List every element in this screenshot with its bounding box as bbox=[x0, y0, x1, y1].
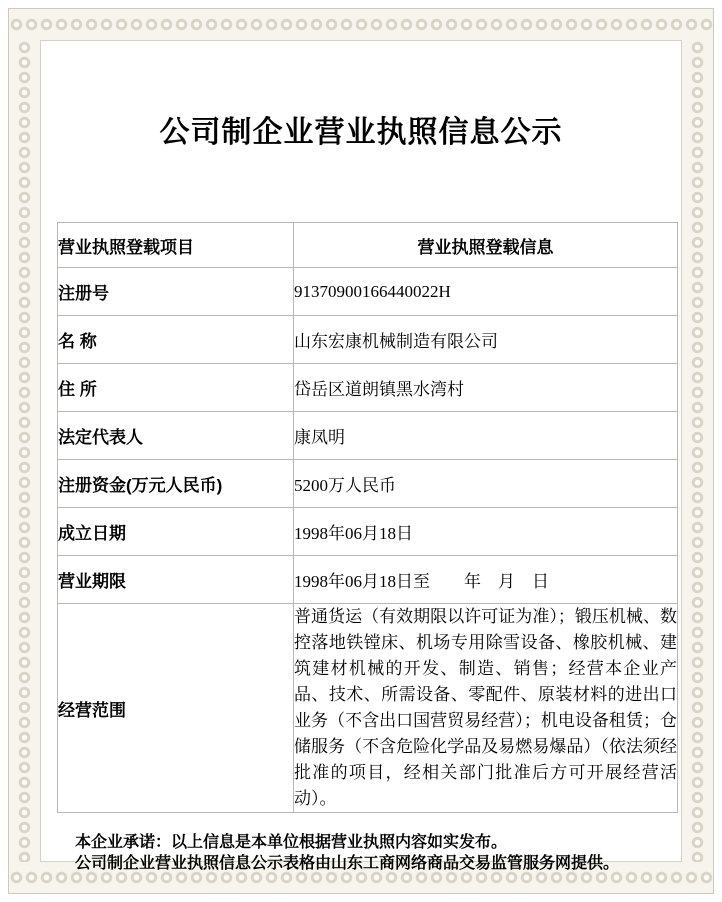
row-label: 营业期限 bbox=[58, 556, 294, 604]
ornament-border-top bbox=[9, 9, 713, 40]
table-row-legal-representative bbox=[58, 412, 678, 460]
row-value: 岱岳区道朗镇黑水湾村 bbox=[294, 364, 678, 412]
license-info-table bbox=[57, 222, 678, 813]
row-value: 1998年06月18日至 年 月 日 bbox=[294, 556, 678, 604]
table-row-business-scope bbox=[58, 604, 678, 813]
row-value: 普通货运（有效期限以许可证为准）；锻压机械、数控落地铁镗床、机场专用除雪设备、橡胶机械、建筑建材机械的开发、制造、销售；经营本企业产品、技术、所需设备、零配件、原装材料的进出口业务（不含出口国营贸易经营）；机电设备租赁；仓储服务（不含危险化学品及易燃易爆品）（依法须经批准的项目，经相关部门批准后方可开展经营活动）。 bbox=[294, 604, 678, 813]
page-title: 公司制企业营业执照信息公示 bbox=[159, 116, 563, 149]
table-row-registration-number bbox=[58, 268, 678, 316]
table-row-address bbox=[58, 364, 678, 412]
ornament-border-right bbox=[682, 40, 713, 862]
row-label: 法定代表人 bbox=[58, 412, 294, 460]
row-value: 1998年06月18日 bbox=[294, 508, 678, 556]
table-header-row bbox=[58, 223, 678, 268]
footer-declaration bbox=[75, 832, 682, 874]
row-label: 注册资金(万元人民币) bbox=[58, 460, 294, 508]
table-row-establishment-date bbox=[58, 508, 678, 556]
certificate-content bbox=[40, 40, 682, 872]
row-label: 名 称 bbox=[58, 316, 294, 364]
header-info-column: 营业执照登载信息 bbox=[294, 223, 678, 268]
row-label: 注册号 bbox=[58, 268, 294, 316]
row-label: 住 所 bbox=[58, 364, 294, 412]
ornament-border-left bbox=[9, 40, 40, 862]
row-label: 经营范围 bbox=[58, 604, 294, 813]
table-row-business-term bbox=[58, 556, 678, 604]
row-label: 成立日期 bbox=[58, 508, 294, 556]
footer-line-commitment: 本企业承诺：以上信息是本单位根据营业执照内容如实发布。 bbox=[75, 834, 508, 851]
row-value: 山东宏康机械制造有限公司 bbox=[294, 316, 678, 364]
row-value: 康凤明 bbox=[294, 412, 678, 460]
header-item-column: 营业执照登载项目 bbox=[58, 223, 294, 268]
table-row-company-name bbox=[58, 316, 678, 364]
row-value: 5200万人民币 bbox=[294, 460, 678, 508]
footer-line-provider: 公司制企业营业执照信息公示表格由山东工商网络商品交易监管服务网提供。 bbox=[75, 855, 620, 872]
table-row-registered-capital bbox=[58, 460, 678, 508]
row-value: 91370900166440022H bbox=[294, 268, 678, 316]
